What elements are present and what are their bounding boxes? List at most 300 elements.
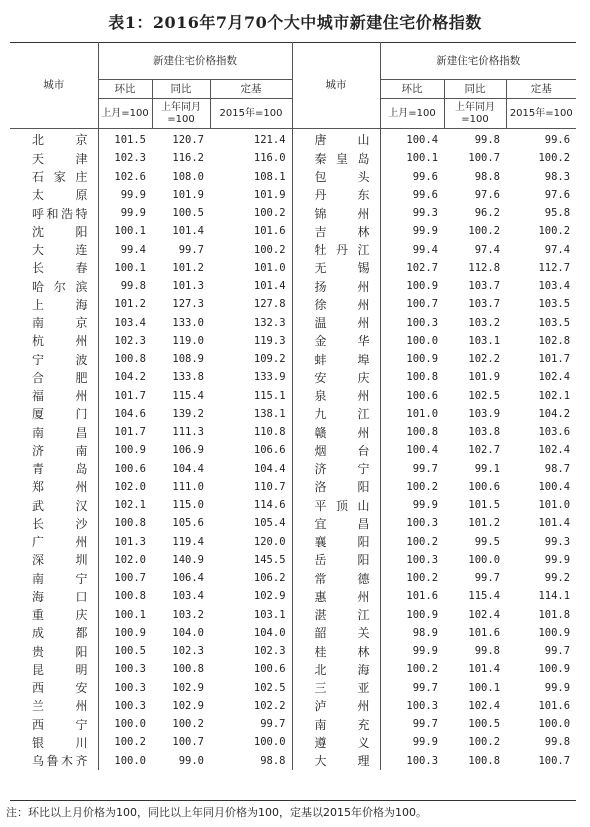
yoy-cell: 140.9 [172,553,204,566]
fixed-cell: 98.7 [544,462,571,475]
table-row [10,551,576,569]
yoy-cell: 101.9 [468,371,501,384]
table-row [10,368,576,386]
fixed-cell: 116.0 [210,149,292,167]
fixed-cell: 97.4 [544,243,571,256]
yoy-cell: 99.5 [474,535,501,548]
mom-cell: 99.8 [120,280,146,293]
yoy-cell: 115.4 [468,590,501,603]
fixed-cell: 109.2 [210,350,292,368]
table-title: 表1：2016年7月70个大中城市新建住宅价格指数 [108,13,482,32]
city-cell: 韶关 [292,624,380,642]
yoy-cell: 103.4 [172,590,204,603]
header-fixed-base-right: 2015年=100 [506,99,576,129]
city-cell: 泸州 [292,697,380,715]
header-fixed-base-left: 2015年=100 [210,99,292,129]
yoy-cell: 102.7 [468,444,501,457]
city-cell: 南充 [292,715,380,733]
yoy-cell: 100.7 [172,736,204,749]
yoy-cell: 100.2 [172,718,204,731]
fixed-cell: 103.4 [538,280,571,293]
fixed-cell: 114.1 [538,590,571,603]
fixed-cell: 100.2 [210,204,292,222]
city-cell: 深圳 [10,551,98,569]
city-cell: 常德 [292,569,380,587]
mom-cell: 99.7 [412,462,439,475]
yoy-cell: 100.5 [468,718,501,731]
city-cell: 金华 [292,332,380,350]
table-row [10,697,576,715]
mom-cell: 100.1 [406,152,439,165]
table-row [10,733,576,751]
city-cell: 赣州 [292,423,380,441]
yoy-cell: 103.1 [468,334,501,347]
mom-cell: 102.3 [114,152,146,165]
table-row [10,204,576,222]
yoy-cell: 99.7 [178,243,204,256]
fixed-cell: 99.2 [544,572,571,585]
city-cell: 岳阳 [292,551,380,569]
city-cell: 西宁 [10,715,98,733]
city-cell: 北海 [292,660,380,678]
table-row [10,314,576,332]
city-cell: 郑州 [10,478,98,496]
table-row [10,277,576,295]
yoy-cell: 120.7 [172,134,204,147]
city-cell: 上海 [10,295,98,313]
mom-cell: 100.0 [114,754,146,767]
city-cell: 无锡 [292,259,380,277]
city-cell: 遵义 [292,733,380,751]
fixed-cell: 102.2 [210,697,292,715]
mom-cell: 102.3 [114,334,146,347]
fixed-cell: 102.3 [210,642,292,660]
mom-cell: 101.2 [114,298,146,311]
yoy-cell: 102.9 [172,699,204,712]
yoy-cell: 102.3 [172,645,204,658]
fixed-cell: 100.4 [538,480,571,493]
table-row [10,441,576,459]
yoy-cell: 139.2 [172,407,204,420]
header-yoy-right: 同比 [444,80,506,99]
mom-cell: 100.9 [406,280,439,293]
mom-cell: 100.9 [406,353,439,366]
city-cell: 宁波 [10,350,98,368]
city-cell: 乌鲁木齐 [10,752,98,770]
city-cell: 大连 [10,241,98,259]
mom-cell: 100.1 [114,225,146,238]
city-cell: 福州 [10,387,98,405]
table-row [10,259,576,277]
header-mom-left: 环比 [98,80,152,99]
fixed-cell: 101.6 [538,699,571,712]
mom-cell: 100.3 [406,316,439,329]
mom-cell: 100.3 [406,553,439,566]
fixed-cell: 100.9 [538,663,571,676]
fixed-cell: 100.6 [210,660,292,678]
header-city-left: 城市 [10,42,98,129]
mom-cell: 102.1 [114,499,146,512]
city-cell: 吉林 [292,222,380,240]
fixed-cell: 115.1 [210,387,292,405]
city-cell: 九江 [292,405,380,423]
city-cell: 北京 [10,129,98,150]
fixed-cell: 101.4 [538,517,571,530]
fixed-cell: 104.2 [538,407,571,420]
fixed-cell: 102.4 [538,444,571,457]
header-index-group-left: 新建住宅价格指数 [98,42,292,80]
city-cell: 唐山 [292,129,380,150]
mom-cell: 98.9 [412,626,439,639]
yoy-cell: 103.7 [468,280,501,293]
table-row [10,715,576,733]
table-footnote: 注：环比以上月价格为100，同比以上年同月价格为100，定基以2015年价格为100。 [6,806,427,819]
city-cell: 烟台 [292,441,380,459]
city-cell: 长春 [10,259,98,277]
mom-cell: 99.9 [412,225,439,238]
table-row [10,478,576,496]
city-cell: 湛江 [292,606,380,624]
yoy-cell: 101.6 [468,626,501,639]
city-cell: 洛阳 [292,478,380,496]
mom-cell: 100.6 [406,389,439,402]
table-row [10,606,576,624]
yoy-cell: 119.0 [172,334,204,347]
fixed-cell: 101.8 [538,608,571,621]
mom-cell: 104.2 [114,371,146,384]
table-row [10,332,576,350]
city-cell: 海口 [10,587,98,605]
yoy-cell: 102.5 [468,389,501,402]
mom-cell: 100.9 [114,626,146,639]
fixed-cell: 103.1 [210,606,292,624]
price-index-table [10,42,576,770]
mom-cell: 99.9 [412,645,439,658]
fixed-cell: 132.3 [210,314,292,332]
city-cell: 武汉 [10,496,98,514]
yoy-cell: 100.1 [468,681,501,694]
table-row [10,624,576,642]
fixed-cell: 110.8 [210,423,292,441]
yoy-cell: 111.3 [172,426,204,439]
mom-cell: 101.0 [406,407,439,420]
fixed-cell: 112.7 [538,261,571,274]
city-cell: 昆明 [10,660,98,678]
city-cell: 兰州 [10,697,98,715]
yoy-cell: 98.8 [474,170,501,183]
city-cell: 广州 [10,533,98,551]
yoy-cell: 104.0 [172,626,204,639]
yoy-cell: 103.2 [468,316,501,329]
yoy-cell: 108.9 [172,353,204,366]
mom-cell: 99.9 [120,207,146,220]
city-cell: 济宁 [292,460,380,478]
fixed-cell: 101.4 [210,277,292,295]
mom-cell: 104.6 [114,407,146,420]
fixed-cell: 100.2 [538,152,571,165]
fixed-cell: 99.9 [544,553,571,566]
mom-cell: 100.0 [406,334,439,347]
yoy-cell: 101.9 [172,188,204,201]
mom-cell: 99.3 [412,207,439,220]
table-row [10,460,576,478]
city-cell: 牡丹江 [292,241,380,259]
table-row [10,569,576,587]
yoy-cell: 100.8 [468,754,501,767]
mom-cell: 99.6 [412,188,439,201]
mom-cell: 100.1 [114,608,146,621]
city-cell: 青岛 [10,460,98,478]
mom-cell: 100.8 [114,353,146,366]
city-cell: 桂林 [292,642,380,660]
fixed-cell: 104.0 [210,624,292,642]
fixed-cell: 101.0 [210,259,292,277]
city-cell: 厦门 [10,405,98,423]
mom-cell: 101.5 [114,134,146,147]
mom-cell: 102.0 [114,553,146,566]
fixed-cell: 120.0 [210,533,292,551]
city-cell: 扬州 [292,277,380,295]
yoy-cell: 106.4 [172,572,204,585]
yoy-cell: 100.7 [468,152,501,165]
fixed-cell: 103.5 [538,298,571,311]
header-mom-right: 环比 [380,80,444,99]
city-cell: 南宁 [10,569,98,587]
table-row [10,168,576,186]
fixed-cell: 102.4 [538,371,571,384]
fixed-cell: 101.0 [538,499,571,512]
mom-cell: 100.8 [406,426,439,439]
mom-cell: 100.3 [406,754,439,767]
yoy-cell: 101.2 [468,517,501,530]
table-row [10,533,576,551]
fixed-cell: 100.0 [210,733,292,751]
table-row [10,405,576,423]
yoy-cell: 116.2 [172,152,204,165]
city-cell: 徐州 [292,295,380,313]
mom-cell: 100.8 [114,590,146,603]
yoy-cell: 100.2 [468,225,501,238]
yoy-cell: 115.0 [172,499,204,512]
table-row [10,660,576,678]
mom-cell: 101.7 [114,389,146,402]
yoy-cell: 119.4 [172,535,204,548]
city-cell: 襄阳 [292,533,380,551]
city-cell: 银川 [10,733,98,751]
fixed-cell: 103.6 [538,426,571,439]
mom-cell: 100.2 [406,663,439,676]
city-cell: 锦州 [292,204,380,222]
mom-cell: 100.5 [114,645,146,658]
header-index-group-right: 新建住宅价格指数 [380,42,576,80]
fixed-cell: 101.7 [538,353,571,366]
mom-cell: 100.1 [114,261,146,274]
mom-cell: 100.8 [406,371,439,384]
yoy-cell: 101.4 [172,225,204,238]
fixed-cell: 108.1 [210,168,292,186]
city-cell: 南京 [10,314,98,332]
yoy-cell: 127.3 [172,298,204,311]
city-cell: 秦皇岛 [292,149,380,167]
yoy-cell: 102.4 [468,608,501,621]
mom-cell: 100.7 [406,298,439,311]
city-cell: 泉州 [292,387,380,405]
yoy-cell: 133.0 [172,316,204,329]
city-cell: 平顶山 [292,496,380,514]
yoy-cell: 103.2 [172,608,204,621]
mom-cell: 100.2 [114,736,146,749]
yoy-cell: 111.0 [172,480,204,493]
yoy-cell: 99.8 [474,134,501,147]
city-cell: 大理 [292,752,380,770]
yoy-cell: 100.8 [172,663,204,676]
table-row [10,241,576,259]
table-row [10,496,576,514]
mom-cell: 103.4 [114,316,146,329]
mom-cell: 100.3 [114,699,146,712]
mom-cell: 100.8 [114,517,146,530]
fixed-cell: 100.0 [538,718,571,731]
city-cell: 安庆 [292,368,380,386]
yoy-cell: 103.9 [468,407,501,420]
city-cell: 包头 [292,168,380,186]
yoy-cell: 101.5 [468,499,501,512]
table-row [10,642,576,660]
mom-cell: 100.0 [114,718,146,731]
table-row [10,387,576,405]
mom-cell: 101.3 [114,535,146,548]
table-row [10,350,576,368]
header-fixed-right: 定基 [506,80,576,99]
mom-cell: 100.3 [406,699,439,712]
mom-cell: 102.0 [114,480,146,493]
mom-cell: 100.3 [406,517,439,530]
yoy-cell: 100.2 [468,736,501,749]
yoy-cell: 106.9 [172,444,204,457]
yoy-cell: 103.8 [468,426,501,439]
fixed-cell: 97.6 [544,188,571,201]
fixed-cell: 106.2 [210,569,292,587]
yoy-cell: 97.4 [474,243,501,256]
city-cell: 重庆 [10,606,98,624]
yoy-cell: 101.2 [172,261,204,274]
fixed-cell: 100.2 [538,225,571,238]
yoy-cell: 100.5 [172,207,204,220]
yoy-cell: 102.4 [468,699,501,712]
header-yoy-left: 同比 [152,80,210,99]
yoy-cell: 101.4 [468,663,501,676]
yoy-cell: 99.7 [474,572,501,585]
yoy-cell: 100.0 [468,553,501,566]
mom-cell: 99.9 [120,188,146,201]
city-cell: 杭州 [10,332,98,350]
mom-cell: 100.3 [114,681,146,694]
yoy-cell: 102.2 [468,353,501,366]
yoy-cell: 101.3 [172,280,204,293]
table-row [10,587,576,605]
mom-cell: 99.4 [412,243,439,256]
mom-cell: 100.6 [114,462,146,475]
mom-cell: 101.6 [406,590,439,603]
city-cell: 三亚 [292,679,380,697]
fixed-cell: 99.6 [544,134,571,147]
mom-cell: 99.9 [412,499,439,512]
yoy-cell: 96.2 [474,207,501,220]
fixed-cell: 121.4 [210,129,292,150]
mom-cell: 101.7 [114,426,146,439]
fixed-cell: 100.2 [210,241,292,259]
fixed-cell: 106.6 [210,441,292,459]
header-mom-base-right: 上月=100 [380,99,444,129]
table-row [10,679,576,697]
yoy-cell: 105.6 [172,517,204,530]
table-row [10,514,576,532]
city-cell: 长沙 [10,514,98,532]
fixed-cell: 133.9 [210,368,292,386]
table-row [10,186,576,204]
fixed-cell: 99.7 [210,715,292,733]
yoy-cell: 108.0 [172,170,204,183]
mom-cell: 100.4 [406,444,439,457]
fixed-cell: 127.8 [210,295,292,313]
fixed-cell: 102.8 [538,334,571,347]
city-cell: 惠州 [292,587,380,605]
fixed-cell: 102.9 [210,587,292,605]
yoy-cell: 104.4 [172,462,204,475]
fixed-cell: 103.5 [538,316,571,329]
city-cell: 济南 [10,441,98,459]
fixed-cell: 101.6 [210,222,292,240]
header-yoy-base-right: 上年同月=100 [444,99,506,129]
yoy-cell: 115.4 [172,389,204,402]
fixed-cell: 119.3 [210,332,292,350]
mom-cell: 99.7 [412,681,439,694]
yoy-cell: 133.8 [172,371,204,384]
mom-cell: 102.6 [114,170,146,183]
mom-cell: 99.6 [412,170,439,183]
yoy-cell: 103.7 [468,298,501,311]
table-row [10,752,576,770]
header-city-right: 城市 [292,42,380,129]
fixed-cell: 99.3 [544,535,571,548]
yoy-cell: 100.6 [468,480,501,493]
yoy-cell: 99.1 [474,462,501,475]
header-yoy-base-left: 上年同月=100 [152,99,210,129]
city-cell: 沈阳 [10,222,98,240]
city-cell: 石家庄 [10,168,98,186]
table-body [10,129,576,770]
fixed-cell: 105.4 [210,514,292,532]
fixed-cell: 99.8 [544,736,571,749]
city-cell: 丹东 [292,186,380,204]
header-fixed-left: 定基 [210,80,292,99]
city-cell: 贵阳 [10,642,98,660]
mom-cell: 100.2 [406,535,439,548]
fixed-cell: 95.8 [544,207,571,220]
fixed-cell: 110.7 [210,478,292,496]
city-cell: 哈尔滨 [10,277,98,295]
mom-cell: 99.9 [412,736,439,749]
city-cell: 西安 [10,679,98,697]
city-cell: 太原 [10,186,98,204]
table-row [10,423,576,441]
yoy-cell: 97.6 [474,188,501,201]
fixed-cell: 99.9 [544,681,571,694]
city-cell: 南昌 [10,423,98,441]
fixed-cell: 98.3 [544,170,571,183]
fixed-cell: 114.6 [210,496,292,514]
header-mom-base-left: 上月=100 [98,99,152,129]
